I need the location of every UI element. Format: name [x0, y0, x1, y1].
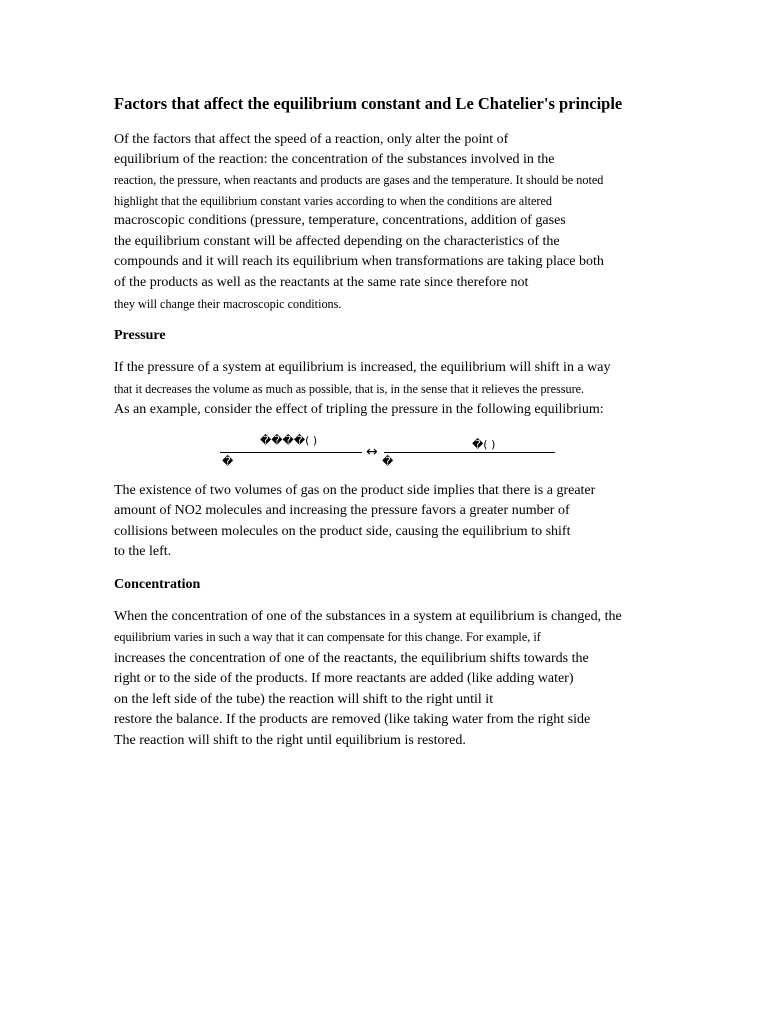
intro-line: the equilibrium constant will be affected depending on the characteristics of the	[114, 234, 560, 249]
equilibrium-arrow-icon: ↔	[366, 444, 378, 460]
equation-left-denominator: �	[222, 455, 234, 468]
section-heading-pressure: Pressure	[114, 328, 166, 343]
explanation-line: The existence of two volumes of gas on the product side implies that there is a greater	[114, 483, 596, 498]
equation-left-numerator: ����( )	[260, 434, 318, 447]
concentration-line: equilibrium varies in such a way that it can compensate for this change. For example, if	[114, 630, 541, 644]
intro-line: they will change their macroscopic conditions.	[114, 297, 342, 311]
page-title: Factors that affect the equilibrium constant and Le Chatelier's principle	[114, 94, 623, 113]
intro-line: Of the factors that affect the speed of a reaction, only alter the point of	[114, 132, 509, 147]
pressure-line: As an example, consider the effect of tripling the pressure in the following equilibrium:	[114, 402, 604, 417]
intro-line: highlight that the equilibrium constant varies according to when the conditions are altered	[114, 194, 552, 208]
pressure-line: If the pressure of a system at equilibrium is increased, the equilibrium will shift in a way	[114, 360, 611, 375]
equation-right-fraction-bar	[384, 452, 555, 453]
explanation-line: collisions between molecules on the product side, causing the equilibrium to shift	[114, 524, 571, 539]
concentration-line: When the concentration of one of the substances in a system at equilibrium is changed, the	[114, 609, 622, 624]
concentration-line: right or to the side of the products. If more reactants are added (like adding water)	[114, 671, 574, 686]
concentration-line: on the left side of the tube) the reaction will shift to the right until it	[114, 692, 494, 707]
concentration-line: restore the balance. If the products are removed (like taking water from the right side	[114, 712, 591, 727]
section-heading-concentration: Concentration	[114, 577, 201, 592]
intro-line: macroscopic conditions (pressure, temperature, concentrations, addition of gases	[114, 213, 566, 228]
intro-line: equilibrium of the reaction: the concentration of the substances involved in the	[114, 152, 555, 167]
equation-right-denominator: �	[382, 455, 394, 468]
pressure-line: that it decreases the volume as much as possible, that is, in the sense that it relieves the pressure.	[114, 382, 585, 396]
concentration-line: The reaction will shift to the right until equilibrium is restored.	[114, 733, 466, 748]
intro-line: reaction, the pressure, when reactants and products are gases and the temperature. It should be noted	[114, 173, 604, 187]
equation-right-numerator: �( )	[472, 438, 496, 451]
intro-line: compounds and it will reach its equilibrium when transformations are taking place both	[114, 254, 604, 269]
intro-line: of the products as well as the reactants at the same rate since therefore not	[114, 275, 529, 290]
explanation-line: to the left.	[114, 544, 172, 559]
concentration-line: increases the concentration of one of the reactants, the equilibrium shifts towards the	[114, 651, 589, 666]
equation-left-fraction-bar	[220, 452, 362, 453]
explanation-line: amount of NO2 molecules and increasing the pressure favors a greater number of	[114, 503, 570, 518]
